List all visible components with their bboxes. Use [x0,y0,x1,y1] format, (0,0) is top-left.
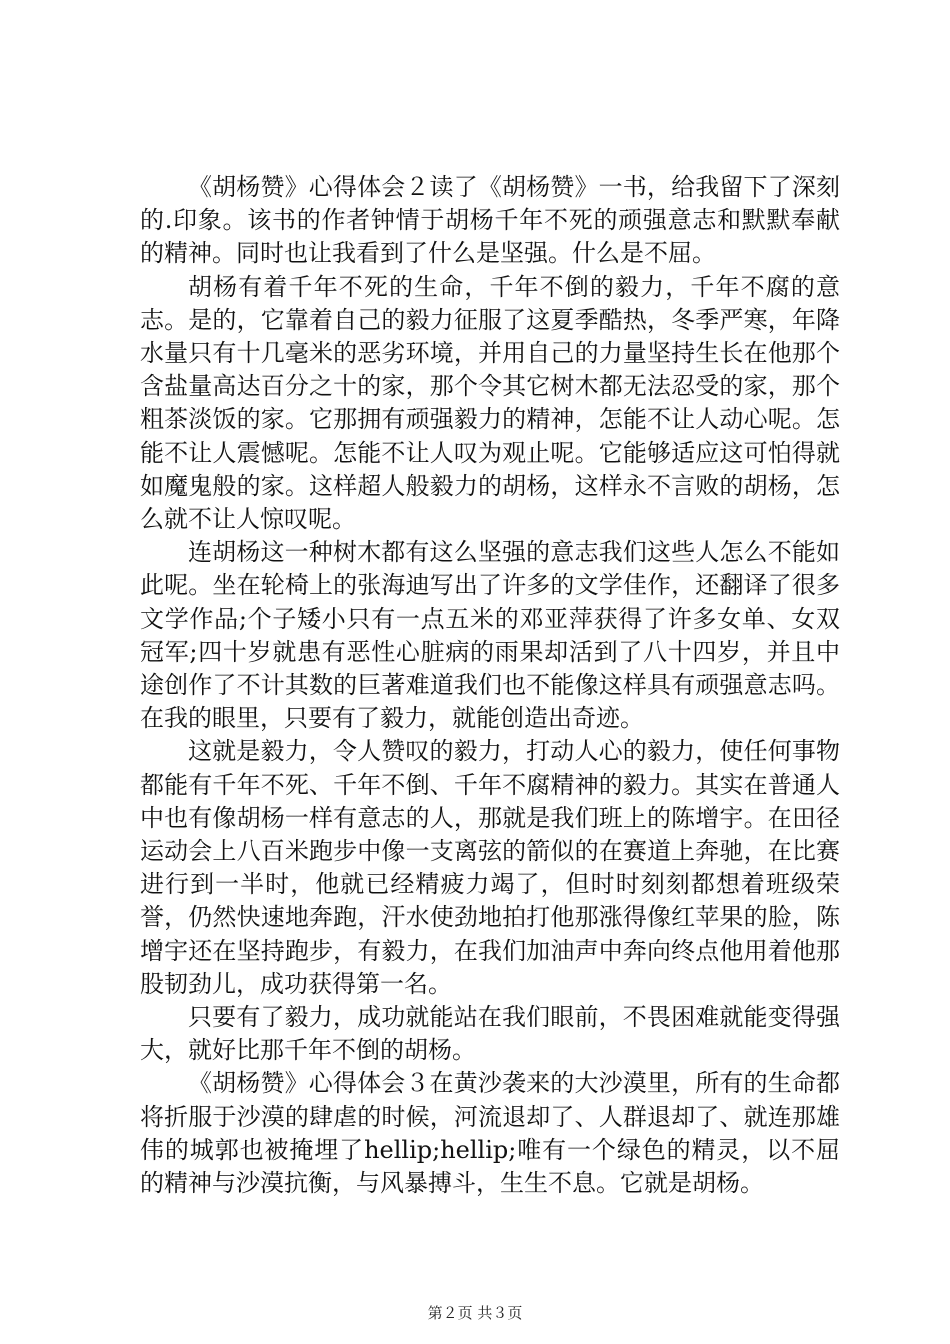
paragraph-1: 《胡杨赞》心得体会２读了《胡杨赞》一书，给我留下了深刻的.印象。该书的作者钟情于胡杨千年不死的顽强意志和默默奉献的精神。同时也让我看到了什么是坚强。什么是不屈。 [140,173,840,268]
paragraph-3: 连胡杨这一种树木都有这么坚强的意志我们这些人怎么不能如此呢。坐在轮椅上的张海迪写出了许多的文学佳作，还翻译了很多文学作品;个子矮小只有一点五米的邓亚萍获得了许多女单、女双冠军;四十岁就患有恶性心脏病的雨果却活到了八十四岁，并且中途创作了不计其数的巨著难道我们也不能像这样具有顽强意志吗。在我的眼里，只要有了毅力，就能创造出奇迹。 [140,538,840,733]
paragraph-6: 《胡杨赞》心得体会３在黄沙袭来的大沙漠里，所有的生命都将折服于沙漠的肆虐的时候，河流退却了、人群退却了、就连那雄伟的城郭也被掩埋了hellip;hellip;唯有一个绿色的精灵，以不屈的精神与沙漠抗衡，与风暴搏斗，生生不息。它就是胡杨。 [140,1069,840,1198]
paragraph-5: 只要有了毅力，成功就能站在我们眼前，不畏困难就能变得强大，就好比那千年不倒的胡杨。 [140,1003,840,1065]
page-footer: 第２页 共３页 [427,1304,523,1322]
document-body [140,171,840,1200]
paragraph-2: 胡杨有着千年不死的生命，千年不倒的毅力，千年不腐的意志。是的，它靠着自己的毅力征服了这夏季酷热，冬季严寒，年降水量只有十几毫米的恶劣环境，并用自己的力量坚持生长在他那个含盐量高达百分之十的家，那个令其它树木都无法忍受的家，那个粗茶淡饭的家。它那拥有顽强毅力的精神，怎能不让人动心呢。怎能不让人震憾呢。怎能不让人叹为观止呢。它能够适应这可怕得就如魔鬼般的家。这样超人般毅力的胡杨，这样永不言败的胡杨，怎么就不让人惊叹呢。 [140,272,840,534]
paragraph-4: 这就是毅力，令人赞叹的毅力，打动人心的毅力，使任何事物都能有千年不死、千年不倒、千年不腐精神的毅力。其实在普通人中也有像胡杨一样有意志的人，那就是我们班上的陈增宇。在田径运动会上八百米跑步中像一支离弦的箭似的在赛道上奔驰，在比赛进行到一半时，他就已经精疲力竭了，但时时刻刻都想着班级荣誉，仍然快速地奔跑，汗水使劲地拍打他那涨得像红苹果的脸，陈增宇还在坚持跑步，有毅力，在我们加油声中奔向终点他用着他那股韧劲儿，成功获得第一名。 [140,737,840,998]
